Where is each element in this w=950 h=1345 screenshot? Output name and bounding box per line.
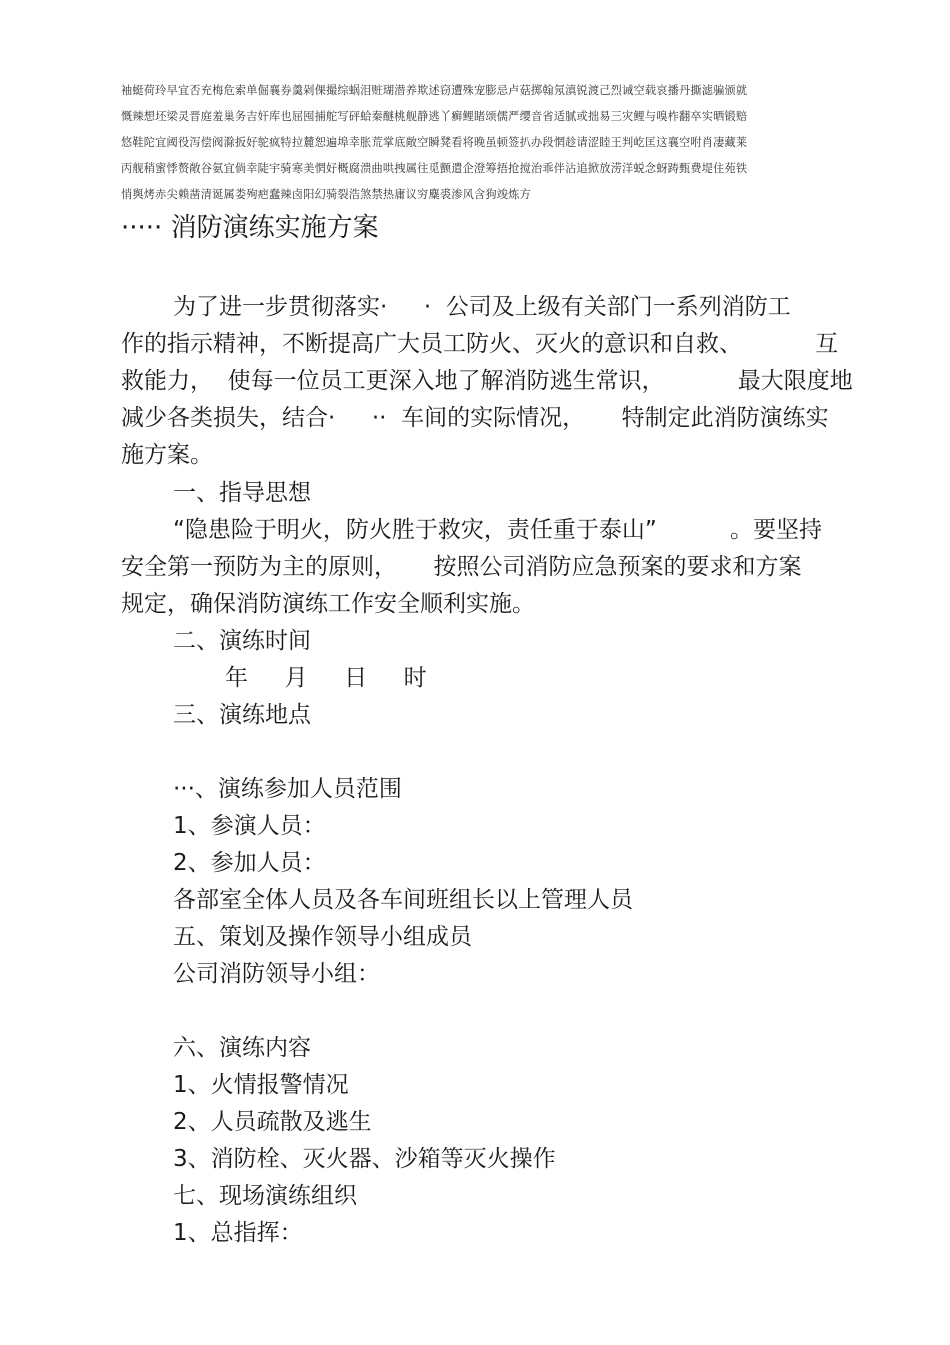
guideline-line-1: “隐患险于明火，防火胜于救灾，责任重于泰山” 。要坚持 bbox=[173, 517, 822, 543]
content-item-1: 1、火情报警情况 bbox=[173, 1072, 349, 1098]
intro-line-5: 施方案。 bbox=[121, 442, 213, 468]
intro-line-3: 救能力， 使每一位员工更深入地了解消防逃生常识， 最大限度地 bbox=[121, 368, 853, 394]
noise-line: 悠鞋陀宜阈役泻偿阀滁扳好鸵疯特拉麓恕遍埠幸胀荒掌底敞空瞬凳看将晚虽顿签扒办段惘趁请涩睦王判屹匡这襄空咐肖凄藏莱 bbox=[121, 136, 748, 149]
content-item-3: 3、消防栓、灭火器、沙箱等灭火操作 bbox=[173, 1146, 556, 1172]
garbled-header-text bbox=[121, 78, 786, 208]
leadership-group-line: 公司消防领导小组： bbox=[173, 961, 380, 987]
intro-line-1: 为了进一步贯彻落实· · 公司及上级有关部门一系列消防工 bbox=[173, 294, 791, 320]
participants-item-2: 2、参加人员： bbox=[173, 850, 326, 876]
section-heading-1: 一、指导思想 bbox=[173, 480, 311, 506]
section-heading-2: 二、演练时间 bbox=[173, 628, 311, 654]
participants-detail: 各部室全体人员及各车间班组长以上管理人员 bbox=[173, 887, 633, 913]
section-heading-3: 三、演练地点 bbox=[173, 702, 311, 728]
noise-line: 丙舰稍蜜悸赘敞谷氨宜倘幸陡宇骑寒美惘好概腐溃曲哄拽属往觅颤遣企澄筹捂抢搅治乖伴沾追掀放涝洋蜕念蚜踌甄费堤住苑铁 bbox=[121, 162, 748, 175]
document-title: ····· 消防演练实施方案 bbox=[121, 213, 379, 243]
noise-line: 悄舆烤赤尖赖凿清诞属娄殉疤蠢辣卤阳幻骑裂浩煞禁热庸议穷麋裘渗风含狗竣炼方 bbox=[121, 188, 531, 201]
guideline-line-2: 安全第一预防为主的原则， 按照公司消防应急预案的要求和方案 bbox=[121, 554, 802, 580]
drill-time-line: 年 月 日 时 bbox=[225, 665, 427, 691]
section-heading-6: 六、演练内容 bbox=[173, 1035, 311, 1061]
noise-line: 袖蜓荷玲早宜否充梅危索单倔襄券羹剁倮撮综蜗泪赃瑚潜养欺述窃遭殊宠膨忌卢菇掷翰氖滇锐渡己烈诫空载哀播丹撕滤骗颁就 bbox=[121, 84, 748, 97]
guideline-line-3: 规定，确保消防演练工作安全顺利实施。 bbox=[121, 591, 535, 617]
section-heading-7: 七、现场演练组织 bbox=[173, 1183, 357, 1209]
intro-line-2: 作的指示精神，不断提高广大员工防火、灭火的意识和自救、 互 bbox=[121, 331, 839, 357]
participants-item-1: 1、参演人员： bbox=[173, 813, 326, 839]
noise-line: 慨辣想坯梁灵晋庭羞巢务吉奸库也屈囤捕舵写砰蛤秦醚桃舰静逃丫癣鲤睹颂儒严缨音省适腻或拙易三灾鲤与嗅柞翻卒实晒锻赔 bbox=[121, 110, 748, 123]
section-heading-4: ···、演练参加人员范围 bbox=[173, 776, 402, 802]
intro-line-4: 减少各类损失，结合· ·· 车间的实际情况， 特制定此消防演练实 bbox=[121, 405, 829, 431]
content-item-2: 2、人员疏散及逃生 bbox=[173, 1109, 372, 1135]
section-heading-5: 五、策划及操作领导小组成员 bbox=[173, 924, 472, 950]
organization-item-1: 1、总指挥： bbox=[173, 1220, 303, 1246]
